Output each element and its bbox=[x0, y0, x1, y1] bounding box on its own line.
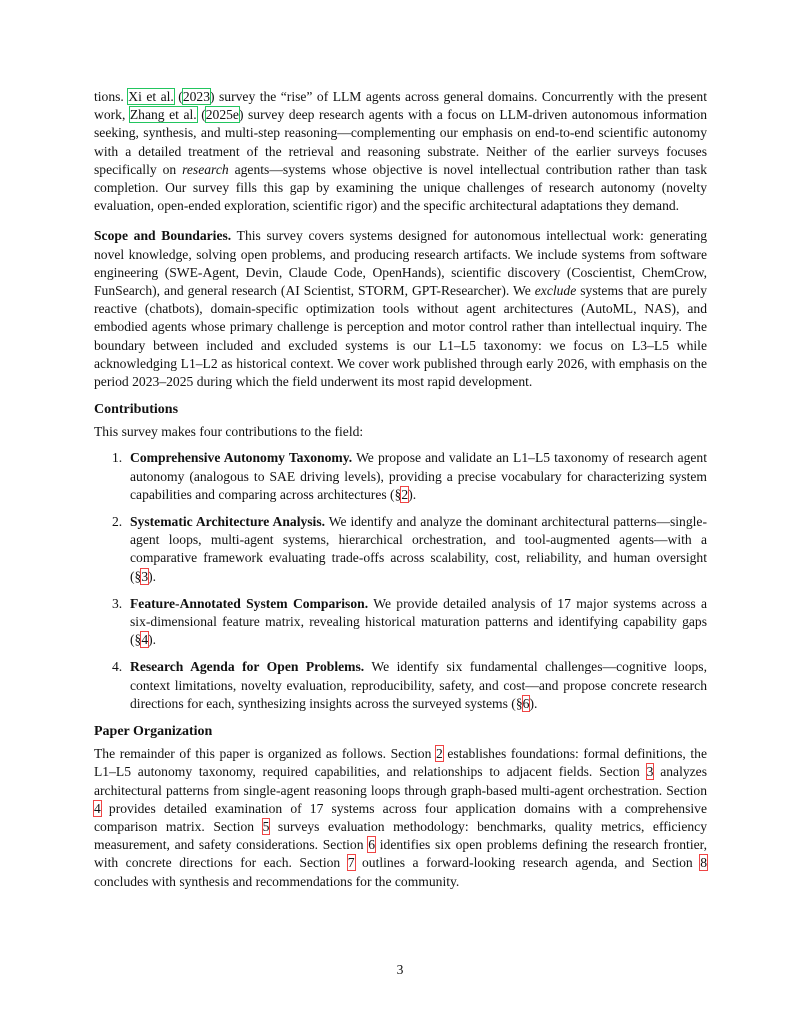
item-end: ). bbox=[529, 695, 538, 711]
section-ref-link[interactable]: 3 bbox=[646, 764, 654, 780]
item-text: We propose and validate an L1–L5 taxonomy of research agent autonomy (analogous to SAE driving levels), providing a precise vocabulary for characterizing system capabilities and comparing across architectures (§ bbox=[130, 450, 708, 502]
item-lead: Comprehensive Autonomy Taxonomy. bbox=[130, 450, 353, 466]
emphasis: research bbox=[182, 161, 229, 177]
item-text: We provide detailed analysis of 17 major systems across a six-dimensional feature matrix, revealing historical maturation patterns and identifying capability gaps (§ bbox=[130, 595, 707, 648]
item-text: We identify six fundamental challenges—cognitive loops, context limitations, novelty evaluation, reproducibility, safety, and cost—and propose concrete research directions for each, synthesizing insights across the surveyed systems (§ bbox=[130, 659, 707, 711]
scope-heading: Scope and Boundaries. bbox=[94, 228, 232, 244]
contributions-list bbox=[94, 449, 707, 713]
text: This survey covers systems designed for autonomous intellectual work: generating novel knowledge, solving open problems, and producing research artifacts. We include systems from software engineering (SWE-Agent, Devin, Claude Code, OpenHands), scientific discovery (Coscientist, ChemCrow, FunSearch), and general research (AI Scientist, STORM, GPT-Researcher). We bbox=[94, 228, 707, 299]
section-ref-link[interactable]: 4 bbox=[141, 632, 149, 648]
citation-link-xi[interactable]: Xi et al. bbox=[128, 89, 174, 104]
text: The remainder of this paper is organized as follows. Section bbox=[94, 746, 436, 762]
text: agents—systems whose objective is novel intellectual contribution rather than task completion. Our survey fills this gap by examining the unique challenges of research autonomy (novelty evaluation, open-ended exploration, scientific rigor) and the specific architectural adaptations they demand. bbox=[94, 161, 707, 214]
item-text: We identify and analyze the dominant architectural patterns—single-agent loops, multi-agent systems, hierarchical orchestration, and tool-augmented agents—with a comparative framework evaluating trade-offs across scalability, cost, reliability, and human oversight (§ bbox=[130, 514, 707, 584]
text: outlines a forward-looking research agenda, and Section bbox=[354, 855, 701, 871]
intro-paragraph bbox=[94, 88, 707, 215]
item-end: ). bbox=[408, 486, 417, 502]
section-ref-link[interactable]: 7 bbox=[347, 855, 355, 871]
list-item bbox=[94, 595, 707, 650]
item-lead: Systematic Architecture Analysis. bbox=[130, 514, 326, 530]
item-lead: Feature-Annotated System Comparison. bbox=[130, 595, 369, 611]
citation-year-zhang[interactable]: 2025e bbox=[205, 107, 239, 123]
text: identifies six open problems defining the research frontier, with concrete directions for each. Section bbox=[94, 837, 708, 871]
section-ref-link[interactable]: 4 bbox=[94, 800, 101, 816]
item-end: ). bbox=[148, 632, 157, 648]
contributions-intro: This survey makes four contributions to the field: bbox=[94, 424, 364, 440]
list-item bbox=[94, 449, 707, 504]
organization-paragraph bbox=[94, 745, 707, 891]
item-number: 4. bbox=[112, 659, 123, 675]
organization-heading: Paper Organization bbox=[94, 724, 213, 740]
text: surveys evaluation methodology: benchmarks, quality metrics, efficiency measurement, and safety considerations. Section bbox=[94, 818, 707, 853]
text: systems that are purely reactive (chatbots), domain-specific optimization tools without agent architectures (AutoML, NAS), and embodied agents whose primary challenge is perception and motor control rather than intellectual inquiry. The boundary between included and excluded systems is our L1–L5 taxonomy: we focus on L3–L5 while acknowledging L1–L2 as historical context. We cover work published through early 2026, with emphasis on the period 2023–2025 during which the field underwent its most rapid development. bbox=[94, 283, 707, 390]
text: ( bbox=[173, 89, 183, 104]
scope-paragraph bbox=[94, 227, 707, 391]
item-lead: Research Agenda for Open Problems. bbox=[130, 659, 365, 675]
section-ref-link[interactable]: 5 bbox=[262, 818, 270, 834]
section-ref-link[interactable]: 2 bbox=[401, 486, 409, 502]
text: establishes foundations: formal definitions, the L1–L5 autonomy taxonomy, required capabilities, and relationships to adjacent fields. Section bbox=[94, 746, 707, 780]
list-item bbox=[94, 513, 707, 586]
text: tions. bbox=[94, 89, 129, 104]
text: ( bbox=[196, 107, 206, 123]
section-ref-link[interactable]: 3 bbox=[141, 568, 149, 584]
text: provides detailed examination of 17 systems across four application domains with a comprehensive comparison matrix. Section bbox=[94, 800, 707, 834]
item-number: 3. bbox=[112, 595, 123, 611]
section-ref-link[interactable]: 2 bbox=[436, 746, 443, 762]
section-ref-link[interactable]: 6 bbox=[368, 837, 376, 853]
text: ) survey deep research agents with a focus on LLM-driven autonomous information seeking, synthesis, and multi-step reasoning—complementing our emphasis on end-to-end scientific autonomy with a detailed treatment of the retrieval and reasoning substrate. Neither of the earlier surveys focuses specifically on bbox=[94, 107, 707, 177]
section-ref-link[interactable]: 6 bbox=[522, 695, 530, 711]
item-number: 2. bbox=[112, 514, 123, 530]
item-number: 1. bbox=[112, 450, 123, 466]
text: concludes with synthesis and recommendations for the community. bbox=[94, 873, 460, 889]
text: ) survey the “rise” of LLM agents across general domains. Concurrently with the present work, bbox=[94, 89, 707, 123]
section-ref-link[interactable]: 8 bbox=[700, 855, 707, 871]
citation-link-zhang[interactable]: Zhang et al. bbox=[129, 107, 197, 123]
page-number: 3 bbox=[396, 962, 404, 977]
text: analyzes architectural patterns from single-agent reasoning loops through graph-based multi-agent orchestration. Section bbox=[94, 764, 708, 798]
item-end: ). bbox=[148, 568, 157, 584]
emphasis: exclude bbox=[534, 283, 577, 299]
paper-page bbox=[94, 88, 707, 891]
list-item bbox=[94, 658, 707, 713]
citation-year-xi[interactable]: 2023 bbox=[182, 89, 211, 104]
contributions-heading: Contributions bbox=[94, 402, 179, 418]
